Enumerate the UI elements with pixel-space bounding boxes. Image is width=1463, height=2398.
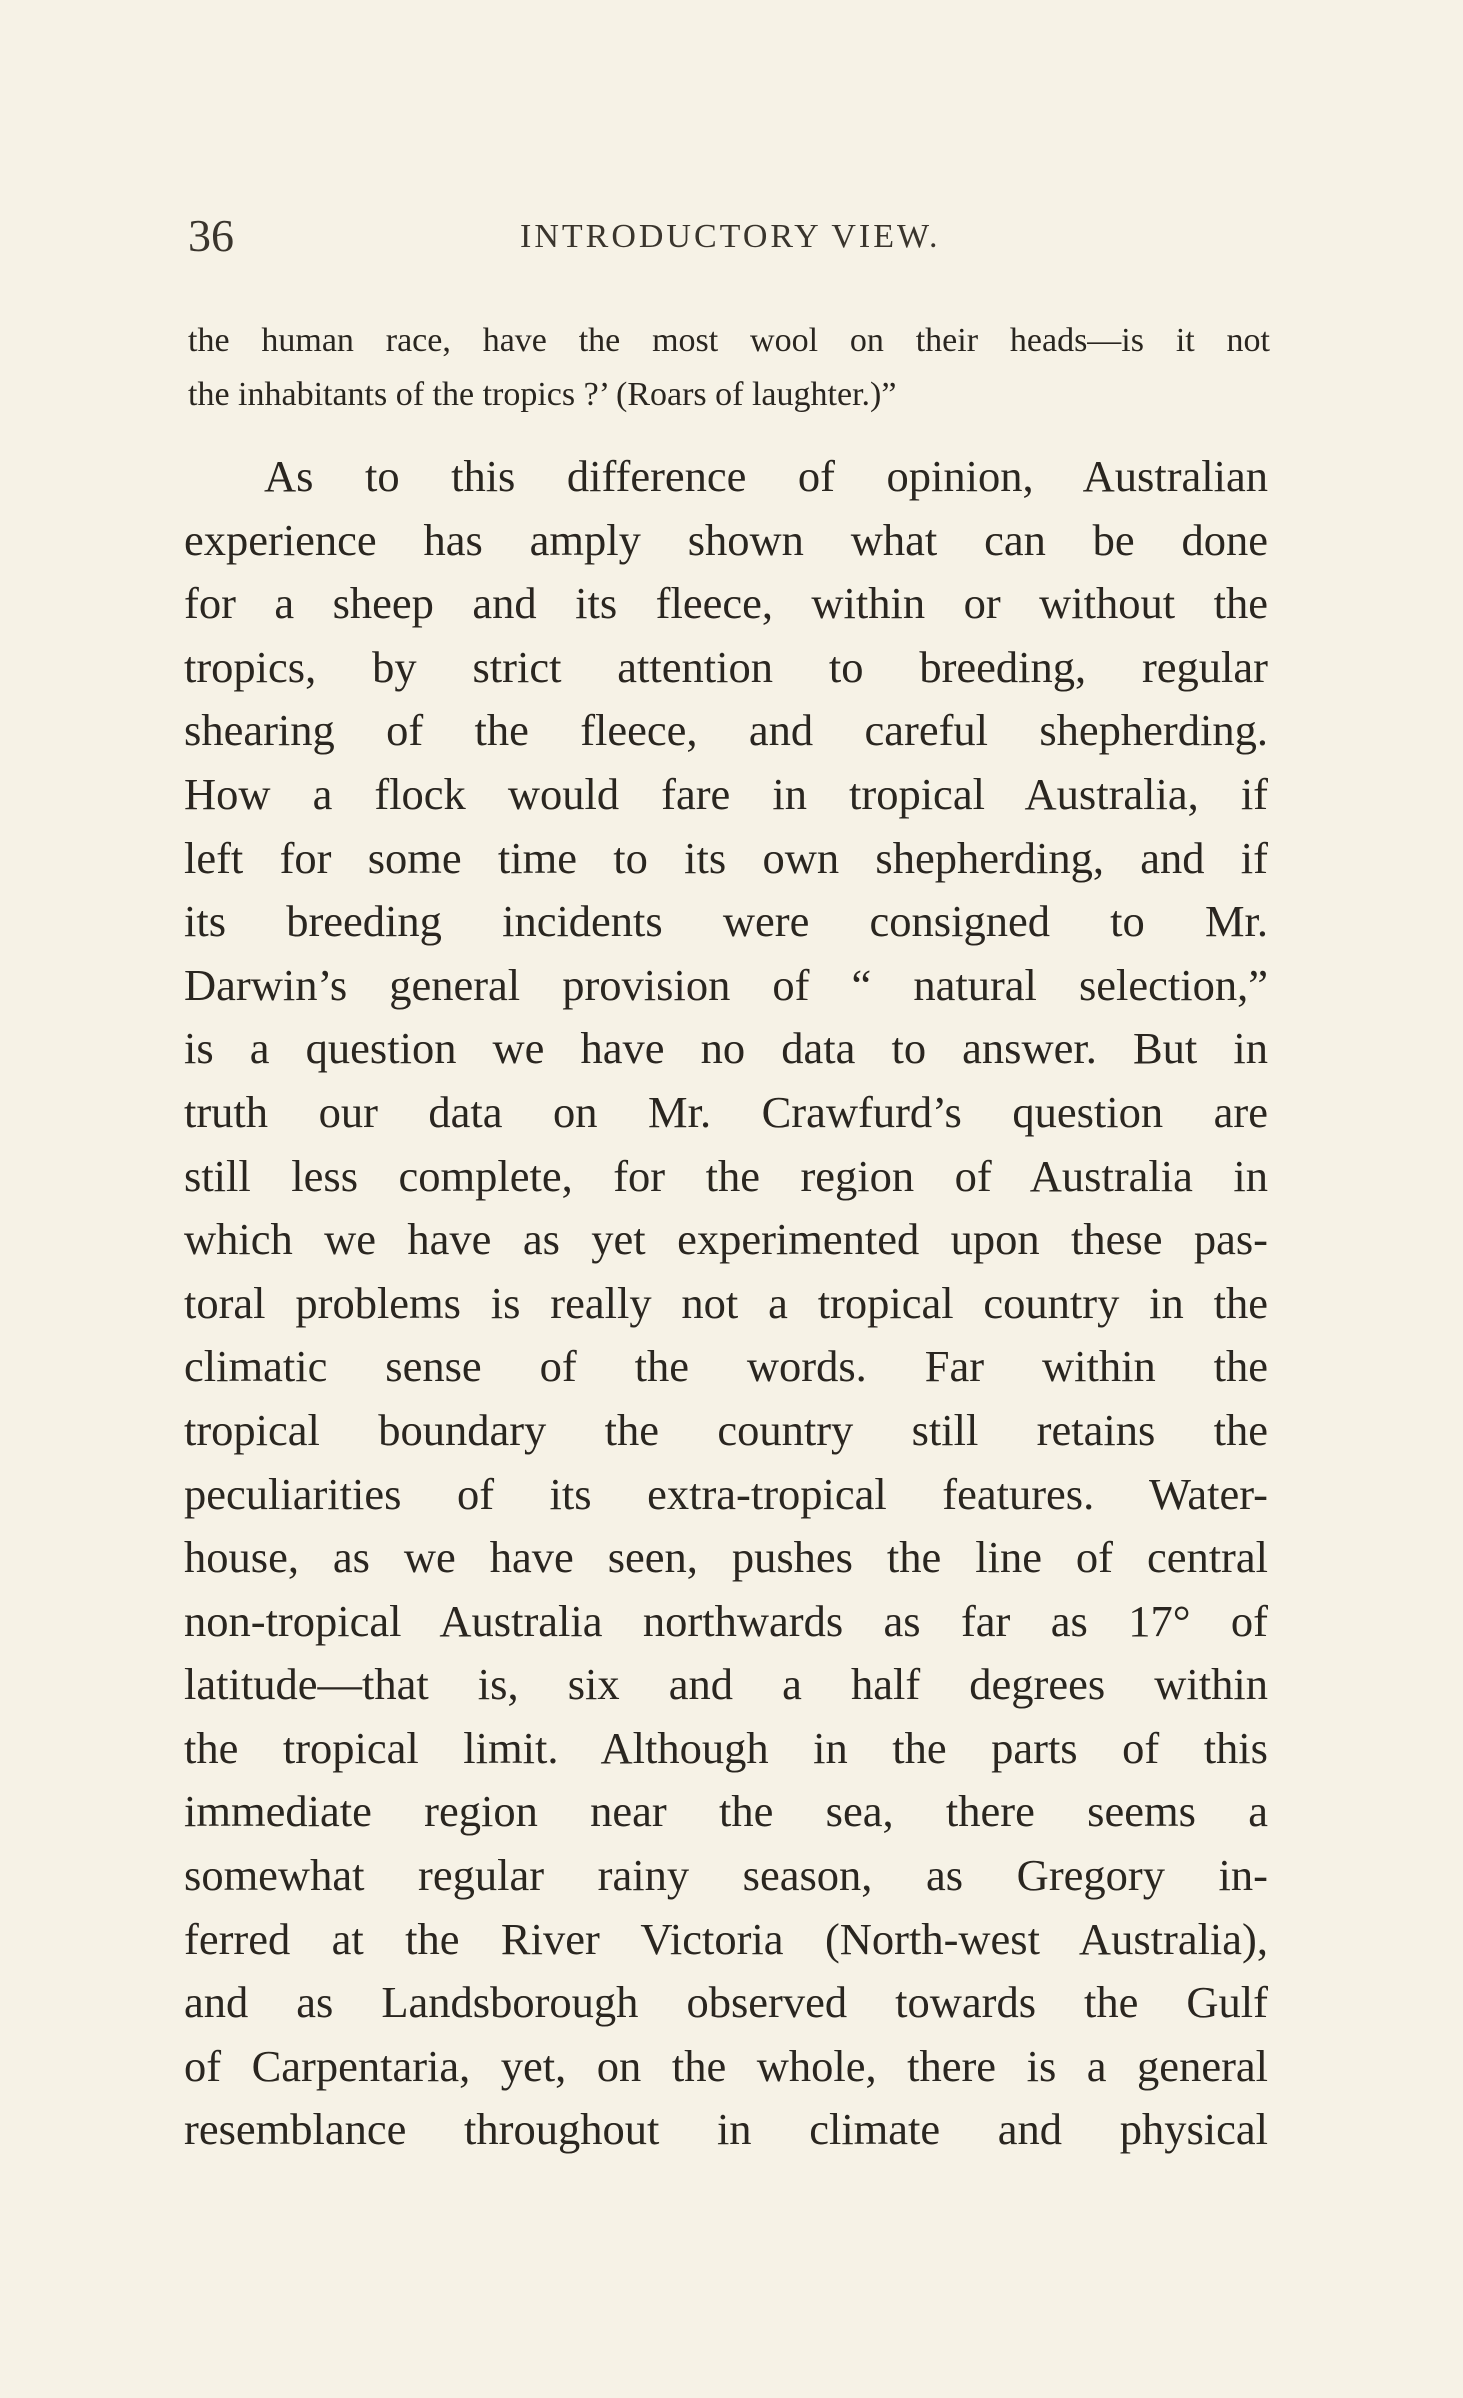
text-line: somewhat regular rainy season, as Gregory in- [184,1850,1268,1901]
text-line: and as Landsborough observed towards the Gulf [184,1977,1268,2028]
text-line: shearing of the fleece, and careful shepherding. [184,705,1268,756]
text-line: for a sheep and its fleece, within or without the [184,578,1268,629]
page-number: 36 [188,210,234,261]
text-line: toral problems is really not a tropical country in the [184,1277,1268,1328]
text-line: climatic sense of the words. Far within the [184,1341,1268,1392]
text-line: of Carpentaria, yet, on the whole, there is a general [184,2040,1268,2091]
text-line: tropical boundary the country still retains the [184,1404,1268,1455]
text-line: How a flock would fare in tropical Australia, if [184,768,1268,819]
quoted-passage [188,314,1270,422]
text-line: its breeding incidents were consigned to Mr. [184,896,1268,947]
running-title: INTRODUCTORY VIEW. [520,218,941,255]
text-line: still less complete, for the region of Australia in [184,1150,1268,1201]
text-line: non-tropical Australia northwards as far as 17° of [184,1595,1268,1646]
text-line: Darwin’s general provision of “ natural selection,” [184,959,1268,1010]
text-line: left for some time to its own shepherding, and if [184,832,1268,883]
text-line: is a question we have no data to answer. But in [184,1023,1268,1074]
quote-line: the human race, have the most wool on their heads—is it not [188,322,1270,359]
text-line: ferred at the River Victoria (North-west Australia), [184,1913,1268,1964]
text-line: the tropical limit. Although in the parts of this [184,1722,1268,1773]
text-line: experience has amply shown what can be done [184,514,1268,565]
text-line: latitude—that is, six and a half degrees within [184,1659,1268,1710]
text-line: which we have as yet experimented upon these pas- [184,1214,1268,1265]
text-line: house, as we have seen, pushes the line of central [184,1532,1268,1583]
text-line: resemblance throughout in climate and physical [184,2104,1268,2155]
quote-line: the inhabitants of the tropics ?’ (Roars of laughter.)” [188,376,897,413]
running-head [188,206,1268,266]
text-line: As to this difference of opinion, Australian [264,451,1268,501]
body-paragraph [184,445,1268,2162]
text-line: immediate region near the sea, there seems a [184,1786,1268,1837]
text-line: truth our data on Mr. Crawfurd’s question are [184,1086,1268,1137]
text-line: tropics, by strict attention to breeding, regular [184,641,1268,692]
text-line: peculiarities of its extra-tropical features. Water- [184,1468,1268,1519]
